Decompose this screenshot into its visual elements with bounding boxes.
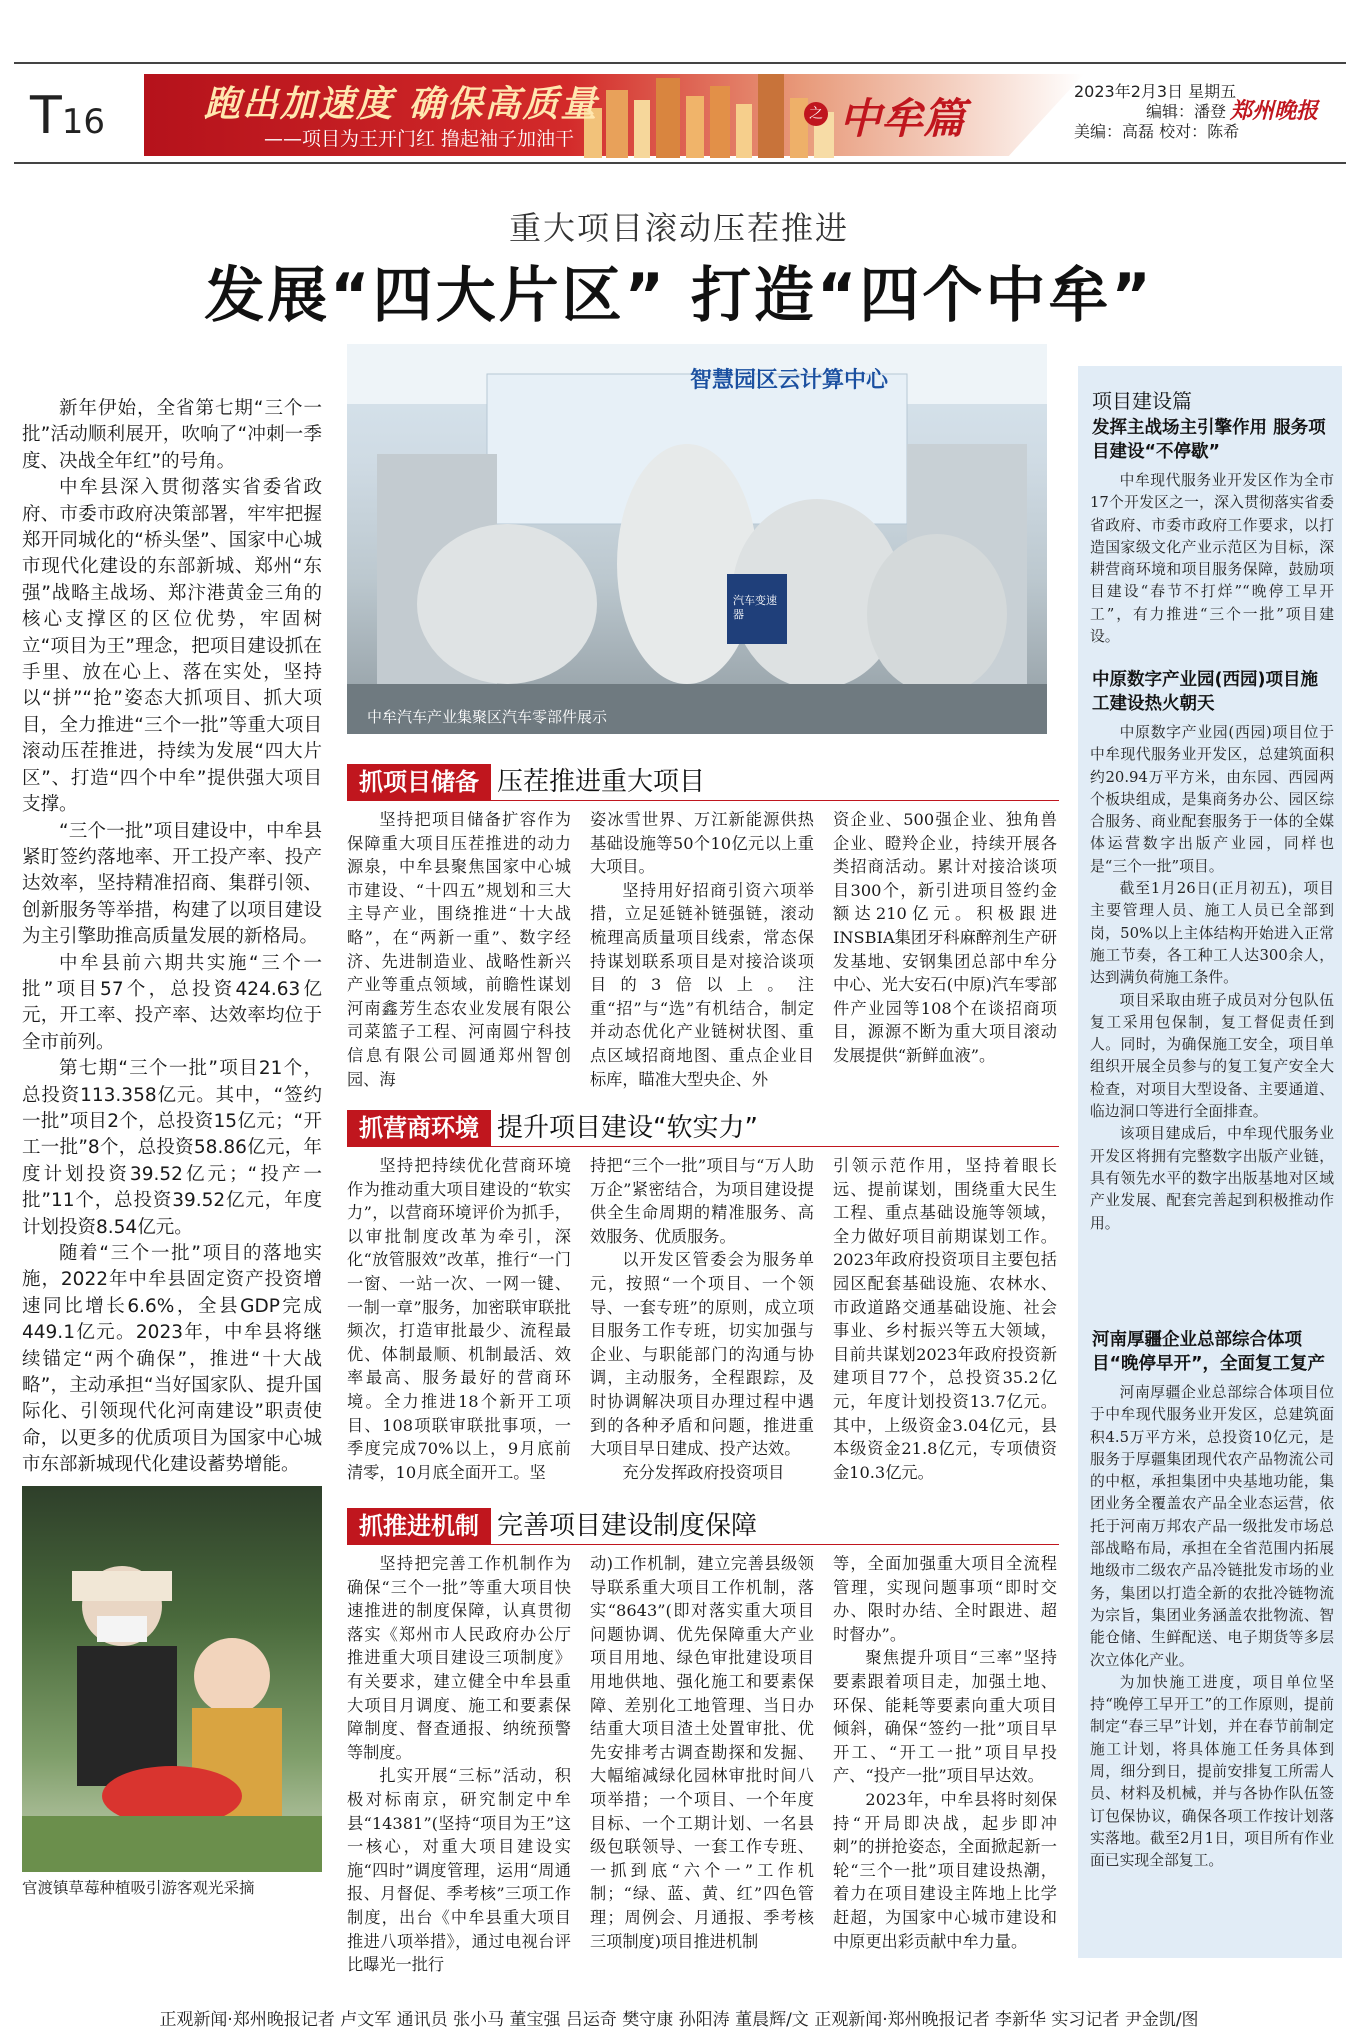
page-number: T16 [30, 86, 106, 146]
body-paragraph: 坚持把完善工作机制作为确保“三个一批”等重大项目快速推进的制度保障，认真贯彻落实《郑州市人民政府办公厅推进重大项目建设三项制度》有关要求，建立健全中牟县重大项目月调度、施工和要素保障制度、督查通报、纳统预警等制度。 [347, 1554, 571, 1762]
section-column [833, 808, 1057, 1068]
strawberry-picking-photo [22, 1486, 322, 1872]
edition-info [1074, 82, 1239, 142]
body-paragraph: 扎实开展“三标”活动，积极对标南京，研究制定中牟县“14381”(坚持“项目为王”这一核心，对重大项目建设实施“四时”调度管理，运用“周通报、月督促、季考核”三项工作制度，出台《中牟县重大项目推进八项举措》，通过电视台评比曝光一批行 [347, 1766, 571, 1975]
body-paragraph: 2023年，中牟县将时刻保持“开局即决战，起步即冲刺”的拼抢姿态，全面掀起新一轮“三个一批”项目建设热潮，着力在项目建设主阵地上比学赶超，为国家中心城市建设和中原更出彩贡献中牟力量。 [833, 1789, 1057, 1951]
section-rule [347, 800, 1059, 801]
art-proof-credit: 美编：高磊 校对：陈希 [1074, 122, 1240, 141]
article-headline: 发展“四大片区” 打造“四个中牟” [204, 261, 1154, 331]
body-paragraph: 坚持把项目储备扩容作为保障重大项目压茬推进的动力源泉，中牟县聚焦国家中心城市建设、“十四五”规划和三大主导产业，围绕推进“十大战略”，在“两新一重”、数字经济、先进制造业、战略性新兴产业等重点领域，前瞻性谋划河南鑫芳生态农业发展有限公司菜篮子工程、河南圆宁科技信息有限公司圆通郑州智创园、海 [347, 810, 571, 1089]
sidebar-story-title: 河南厚疆企业总部综合体项目“晚停早开”，全面复工复产 [1092, 1330, 1326, 1374]
banner-slogan: 跑出加速度 确保高质量 [204, 83, 599, 125]
photo-sign-text: 汽车变速器 [733, 594, 777, 621]
section-column [347, 1154, 571, 1484]
issue-date: 2023年2月3日 星期五 [1074, 82, 1237, 101]
body-paragraph: 姿冰雪世界、万江新能源供热基础设施等50个10亿元以上重大项目。 [590, 810, 814, 877]
body-paragraph: 引领示范作用，坚持着眼长远、提前谋划，围绕重大民生工程、重点基础设施等领域，全力做好项目前期谋划工作。2023年政府投资项目主要包括园区配套基础设施、农林水、市政道路交通基础设施、社会事业、乡村振兴等五大领域，目前共谋划2023年政府投资新建项目77个，总投资35.2亿元，年度计划投资13.7亿元。其中，上级资金3.04亿元，县本级资金21.8亿元，专项债资金10.3亿元。 [833, 1156, 1057, 1482]
body-paragraph: 坚持用好招商引资六项举措，立足延链补链强链，滚动梳理高质量项目线索，常态保持谋划联系项目是对接洽谈项目的3倍以上。注重“招”与“选”有机结合，制定并动态优化产业链树状图、重点区域招商地图、重点企业目标库，瞄准大型央企、外 [590, 880, 814, 1089]
photo-caption: 中牟汽车产业集聚区汽车零部件展示 [367, 708, 608, 726]
photo-screen-title: 智慧园区云计算中心 [690, 368, 889, 393]
intro-paragraph: 第七期“三个一批”项目21个，总投资113.358亿元。其中，“签约一批”项目2个，总投资15亿元；“开工一批”8个，总投资58.86亿元，年度计划投资39.52亿元；“投产一批”11个，总投资39.52亿元，年度计划投资8.54亿元。 [22, 1058, 322, 1238]
newspaper-logo: 郑州晚报 [1230, 98, 1319, 124]
auto-parts-illustration [347, 344, 1047, 734]
section-name: 中牟篇 [839, 94, 966, 143]
editor-credit: 编辑：潘登 [1146, 102, 1227, 121]
body-paragraph: 为加快施工进度，项目单位坚持“晚停工早开工”的工作原则，提前制定“春三早”计划，并在春节前制定施工计划，将具体施工任务具体到周，细分到日，提前安排复工所需人员、材料及机械，并与各协作队伍签订包保协议，确保各项工作按计划落实落地。截至2月1日，项目所有作业面已实现全部复工。 [1090, 1673, 1334, 1870]
byline: 正观新闻·郑州晚报记者 卢文军 通讯员 张小马 董宝强 吕运奇 樊守康 孙阳涛 董晨辉/文 正观新闻·郑州晚报记者 李新华 实习记者 尹金凯/图 [159, 2010, 1199, 2030]
page-banner [14, 62, 1346, 164]
strawberry-picking-illustration [22, 1486, 322, 1872]
body-paragraph: 河南厚疆企业总部综合体项目位于中牟现代服务业开发区，总建筑面积4.5万平方米，总投资10亿元，是服务于厚疆集团现代农产品物流公司的中枢，承担集团中央基地功能，集团业务全覆盖农产品全业态运营，依托于河南万邦农产品一级批发市场总部战略布局，承担在全省范围内拓展地级市二级农产品冷链批发市场的业务，集团以打造全新的农批冷链物流为宗旨，集团业务涵盖农批物流、智能仓储、生鲜配送、电子期货等多层次立体化产业。 [1090, 1384, 1334, 1669]
section-rule [347, 1146, 1059, 1147]
article-kicker: 重大项目滚动压茬推进 [508, 209, 849, 247]
banner-zhi: 之 [804, 102, 828, 126]
section-title: 提升项目建设“软实力” [497, 1113, 758, 1143]
body-paragraph: 持把“三个一批”项目与“万人助万企”紧密结合，为项目建设提供全生命周期的精准服务、高效服务、优质服务。 [590, 1156, 814, 1246]
body-paragraph: 聚焦提升项目“三率”坚持要素跟着项目走，加强土地、环保、能耗等要素向重大项目倾斜，确保“签约一批”项目早开工、“开工一批”项目早投产、“投产一批”项目早达效。 [833, 1648, 1057, 1786]
section-column [590, 1154, 814, 1484]
section-title: 完善项目建设制度保障 [497, 1511, 758, 1541]
body-paragraph: 动)工作机制，建立完善县级领导联系重大项目工作机制，落实“8643”(即对落实重大项目问题协调、优先保障重大产业项目用地、绿色审批建设项目用地供地、强化施工和要素保障、差别化工地管理、当日办结重大项目渣土处置审批、优先安排考古调查勘探和发掘、大幅缩减绿化园林审批时间八项举措；一个项目、一个年度目标、一个工期计划、一名县级包联领导、一套工作专班、一抓到底“六个一”工作机制；“绿、蓝、黄、红”四色管理；周例会、月通报、季考核三项制度)项目推进机制 [590, 1554, 814, 1951]
sidebar-story-title: 中原数字产业园(西园)项目施工建设热火朝天 [1092, 670, 1318, 714]
photo-caption: 官渡镇草莓种植吸引游客观光采摘 [22, 1879, 255, 1897]
sidebar-story-body [1090, 722, 1334, 1235]
section-column [833, 1552, 1057, 1953]
intro-paragraph: 随着“三个一批”项目的落地实施，2022年中牟县固定资产投资增速同比增长6.6%，全县GDP完成449.1亿元。2023年，中牟县将继续锚定“两个确保”，推进“十大战略”，主动承担“当好国家队、提升国际化、引领现代化河南建设”职责使命，以更多的优质项目为国家中心城市东部新城现代化建设蓄势增能。 [22, 1243, 322, 1476]
intro-column [22, 396, 322, 1479]
body-paragraph: 资企业、500强企业、独角兽企业、瞪羚企业，持续开展各类招商活动。累计对接洽谈项目300个，新引进项目签约金额达210亿元。积极跟进INSBIA集团牙科麻醉剂生产研发基地、安钢集团总部中牟分中心、光大安石(中原)汽车零部件产业园等108个在谈招商项目，源源不断为重大项目滚动发展提供“新鲜血液”。 [833, 810, 1057, 1065]
sidebar-story-title: 发挥主战场主引擎作用 服务项目建设“不停歇” [1092, 418, 1326, 462]
intro-paragraph: 中牟县深入贯彻落实省委省政府、市委市政府决策部署，牢牢把握郑开同城化的“桥头堡”、国家中心城市现代化建设的东部新城、郑州“东强”战略主战场、郑汴港黄金三角的核心支撑区的区位优势，牢固树立“项目为王”理念，把项目建设抓在手里、放在心上、落在实处，坚持以“拼”“抢”姿态大抓项目、抓大项目，全力推进“三个一批”等重大项目滚动压茬推进，持续为发展“四大片区”、打造“四个中牟”提供强大项目支撑。 [22, 477, 322, 816]
intro-paragraph: 新年伊始，全省第七期“三个一批”活动顺利展开，吹响了“冲刺一季度、决战全年红”的号角。 [22, 398, 322, 472]
body-paragraph: 中牟现代服务业开发区作为全市17个开发区之一，深入贯彻落实省委省政府、市委市政府工作要求，以打造国家级文化产业示范区为目标，深耕营商环境和项目服务保障，鼓励项目建设“春节不打烊”“晚停工早开工”，有力推进“三个一批”项目建设。 [1090, 472, 1334, 646]
section-column [347, 808, 571, 1091]
sidebar-heading: 项目建设篇 [1092, 389, 1192, 413]
banner-subslogan: ——项目为王开门红 撸起袖子加油干 [264, 128, 575, 150]
section-column [833, 1154, 1057, 1484]
body-paragraph: 充分发挥政府投资项目 [622, 1462, 785, 1482]
body-paragraph: 截至1月26日(正月初五)，项目主要管理人员、施工人员已全部到岗，50%以上主体结构开始进入正常施工节奏，各工种工人达300余人，达到满负荷施工条件。 [1090, 880, 1334, 987]
intro-paragraph: 中牟县前六期共实施“三个一批”项目57个，总投资424.63亿元，开工率、投产率、达效率均位于全市前列。 [22, 952, 322, 1053]
sidebar-story-body [1090, 1382, 1334, 1873]
auto-parts-photo [347, 344, 1047, 734]
section-column [590, 1552, 814, 1953]
section-title: 压茬推进重大项目 [497, 767, 706, 797]
section-column [347, 1552, 571, 1977]
section-rule [347, 1544, 1059, 1545]
body-paragraph: 项目采取由班子成员对分包队伍复工采用包保制，复工督促责任到人。同时，为确保施工安全，项目单组织开展全员参与的复工复产安全大检查，对项目大型设备、主要通道、临边洞口等进行全面排查。 [1090, 991, 1334, 1121]
body-paragraph: 该项目建成后，中牟现代服务业开发区将拥有完整数字出版产业链，具有领先水平的数字出版基地对区域产业发展、配套完善起到积极推动作用。 [1090, 1125, 1334, 1232]
section-column [590, 808, 814, 1091]
sidebar-story-body [1090, 470, 1334, 648]
body-paragraph: 坚持把持续优化营商环境作为推动重大项目建设的“软实力”，以营商环境评价为抓手，以审批制度改革为牵引，深化“放管服效”改革，推行“一门一窗、一站一次、一网一键、一制一章”服务，加密联审联批频次，打造审批最少、流程最优、体制最顺、机制最活、效率最高、服务最好的营商环境。全力推进18个新开工项目、108项联审联批事项，一季度完成70%以上，9月底前清零，10月底全面开工。坚 [347, 1156, 571, 1482]
intro-paragraph: “三个一批”项目建设中，中牟县紧盯签约落地率、开工投产率、投产达效率，坚持精准招商、集群引领、创新服务等举措，构建了以项目建设为主引擎助推高质量发展的新格局。 [22, 820, 322, 948]
section-tag: 抓营商环境 [347, 1110, 491, 1146]
section-tag: 抓项目储备 [347, 764, 491, 800]
body-paragraph: 等，全面加强重大项目全流程管理，实现问题事项“即时交办、限时办结、全时跟进、超时督办”。 [833, 1554, 1057, 1644]
body-paragraph: 中原数字产业园(西园)项目位于中牟现代服务业开发区，总建筑面积约20.94万平方米，由东园、西园两个板块组成，是集商务办公、园区综合服务、商业配套服务于一体的全媒体运营数字出版产业园，同样也是“三个一批”项目。 [1090, 724, 1334, 875]
section-tag: 抓推进机制 [347, 1508, 491, 1544]
body-paragraph: 以开发区管委会为服务单元，按照“一个项目、一个领导、一套专班”的原则，成立项目服务工作专班，切实加强与企业、与职能部门的沟通与协调，主动服务，全程跟踪，及时协调解决项目办理过程中遇到的各种矛盾和问题，推进重大项目早日建成、投产达效。 [590, 1250, 814, 1459]
